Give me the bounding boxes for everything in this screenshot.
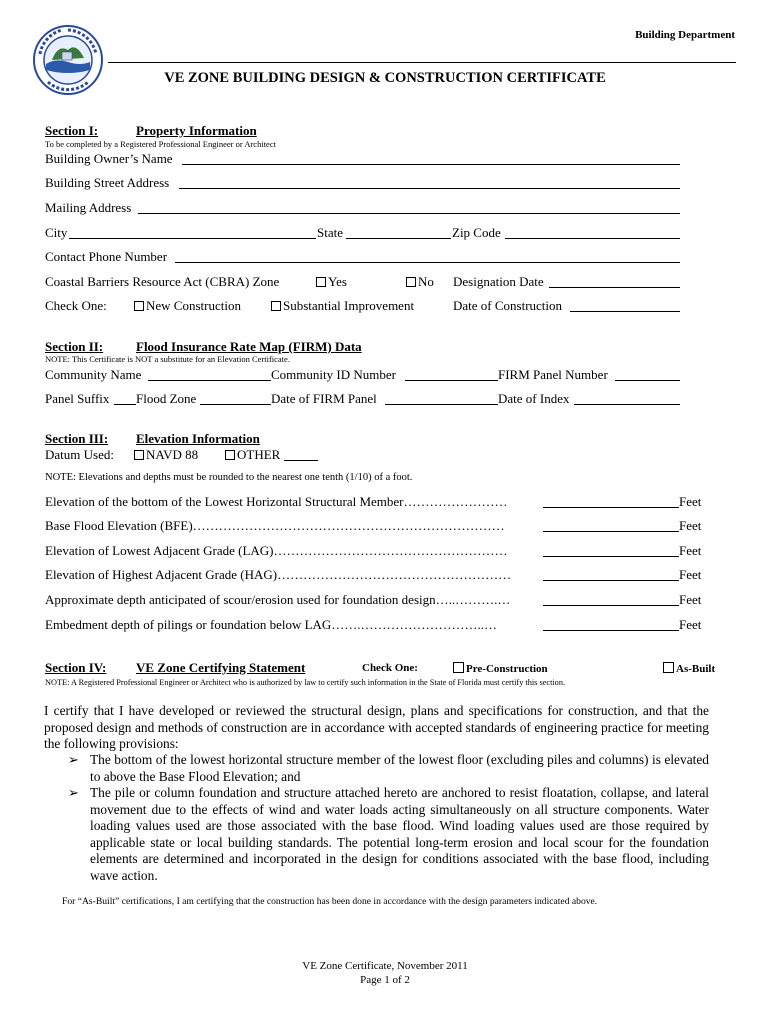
cbra-label: Coastal Barriers Resource Act (CBRA) Zone	[45, 274, 280, 289]
checkbox-icon	[663, 662, 674, 673]
section-2-note: NOTE: This Certificate is NOT a substitute for an Elevation Certificate.	[45, 354, 290, 364]
datum-used-label: Datum Used:	[45, 447, 114, 462]
feet-unit: Feet	[679, 518, 702, 533]
hag-label: Elevation of Highest Adjacent Grade (HAG)………………………………………………	[45, 567, 512, 582]
scour-depth-field[interactable]	[543, 605, 679, 606]
bfe-field[interactable]	[543, 531, 679, 532]
section-1-note: To be completed by a Registered Professional Engineer or Architect	[45, 139, 276, 149]
checkbox-icon	[134, 301, 144, 311]
contact-phone-field[interactable]	[175, 262, 680, 263]
department-label: Building Department	[635, 29, 735, 41]
section-4-label: Section IV:	[45, 660, 107, 675]
bfe-label: Base Flood Elevation (BFE)………………………………………………………………	[45, 518, 505, 533]
cbra-no-checkbox[interactable]: No	[406, 274, 434, 290]
panel-suffix-label: Panel Suffix	[45, 391, 110, 406]
community-id-label: Community ID Number	[271, 367, 396, 382]
section-2-label: Section II:	[45, 339, 104, 354]
hag-field[interactable]	[543, 580, 679, 581]
flood-zone-label: Flood Zone	[136, 391, 197, 406]
lag-field[interactable]	[543, 556, 679, 557]
feet-unit: Feet	[679, 617, 702, 632]
street-address-field[interactable]	[179, 188, 680, 189]
flood-zone-field[interactable]	[200, 404, 271, 405]
street-address-label: Building Street Address	[45, 175, 170, 190]
checkbox-icon	[316, 277, 326, 287]
checkbox-icon	[271, 301, 281, 311]
other-datum-field[interactable]	[284, 460, 318, 461]
lag-label: Elevation of Lowest Adjacent Grade (LAG)………………………………………………	[45, 543, 508, 558]
checkbox-icon	[134, 450, 144, 460]
section-4-title: VE Zone Certifying Statement	[136, 660, 306, 675]
date-index-field[interactable]	[574, 404, 680, 405]
designation-date-field[interactable]	[549, 287, 680, 288]
navd88-checkbox[interactable]: NAVD 88	[134, 447, 198, 463]
mailing-address-field[interactable]	[138, 213, 680, 214]
other-datum-checkbox[interactable]: OTHER	[225, 447, 280, 463]
section-3-title: Elevation Information	[136, 431, 260, 446]
owner-name-label: Building Owner’s Name	[45, 151, 173, 166]
designation-date-label: Designation Date	[453, 274, 544, 289]
city-label: City	[45, 225, 68, 240]
date-of-construction-field[interactable]	[570, 311, 680, 312]
city-field[interactable]	[69, 238, 316, 239]
footer-page-number: Page 1 of 2	[360, 974, 410, 986]
lowest-member-label: Elevation of the bottom of the Lowest Horizontal Structural Member……………………	[45, 494, 508, 509]
feet-unit: Feet	[679, 592, 702, 607]
date-index-label: Date of Index	[498, 391, 570, 406]
substantial-improvement-checkbox[interactable]: Substantial Improvement	[271, 298, 414, 314]
section-2-title: Flood Insurance Rate Map (FIRM) Data	[136, 339, 362, 354]
owner-name-field[interactable]	[182, 164, 680, 165]
certification-paragraph: I certify that I have developed or reviewed the structural design, plans and specifications for construction, and that the proposed design and methods of construction are in accordance with accepted standards of engineering practice for meeting the following provisions:	[44, 703, 709, 751]
footer-version: VE Zone Certificate, November 2011	[302, 960, 468, 972]
state-field[interactable]	[346, 238, 451, 239]
arrow-bullet-icon: ➢	[68, 752, 79, 767]
cbra-yes-checkbox[interactable]: Yes	[316, 274, 347, 290]
section-4-check-one-label: Check One:	[362, 662, 418, 674]
zip-field[interactable]	[505, 238, 680, 239]
feet-unit: Feet	[679, 543, 702, 558]
section-4-note: NOTE: A Registered Professional Engineer or Architect who is authorized by law to certify such information in the State of Florida must certify this section.	[45, 678, 566, 687]
page-title: VE ZONE BUILDING DESIGN & CONSTRUCTION CERTIFICATE	[164, 70, 606, 86]
section-1-label: Section I:	[45, 123, 99, 138]
new-construction-checkbox[interactable]: New Construction	[134, 298, 241, 314]
feet-unit: Feet	[679, 494, 702, 509]
date-of-construction-label: Date of Construction	[453, 298, 563, 313]
provision-1: The bottom of the lowest horizontal structure member of the lowest floor (excluding piles and columns) is elevated to above the Base Flood Elevation; and	[90, 752, 709, 784]
checkbox-icon	[406, 277, 416, 287]
section-1-title: Property Information	[136, 123, 257, 138]
date-firm-label: Date of FIRM Panel	[271, 391, 377, 406]
as-built-note: For “As-Built” certifications, I am certifying that the construction has been done in accordance with the design parameters indicated above.	[62, 896, 598, 907]
section-3-note: NOTE: Elevations and depths must be rounded to the nearest one tenth (1/10) of a foot.	[45, 472, 413, 483]
checkbox-icon	[225, 450, 235, 460]
as-built-checkbox[interactable]: As-Built	[663, 662, 715, 675]
feet-unit: Feet	[679, 567, 702, 582]
zip-label: Zip Code	[452, 225, 501, 240]
community-name-label: Community Name	[45, 367, 142, 382]
state-label: State	[317, 225, 343, 240]
lowest-member-field[interactable]	[543, 507, 679, 508]
section-3-label: Section III:	[45, 431, 109, 446]
mailing-address-label: Mailing Address	[45, 200, 132, 215]
embedment-depth-field[interactable]	[543, 630, 679, 631]
scour-depth-label: Approximate depth anticipated of scour/erosion used for foundation design…..……….…	[45, 592, 511, 607]
firm-panel-field[interactable]	[615, 380, 680, 381]
contact-phone-label: Contact Phone Number	[45, 249, 168, 264]
community-id-field[interactable]	[405, 380, 498, 381]
community-name-field[interactable]	[148, 380, 271, 381]
embedment-depth-label: Embedment depth of pilings or foundation below LAG…….………………………..…	[45, 617, 498, 632]
firm-panel-label: FIRM Panel Number	[498, 367, 608, 382]
check-one-label: Check One:	[45, 298, 107, 313]
header-rule	[108, 62, 736, 63]
date-firm-field[interactable]	[385, 404, 498, 405]
pre-construction-checkbox[interactable]: Pre-Construction	[453, 662, 548, 675]
provision-2: The pile or column foundation and structure attached hereto are anchored to resist floatation, collapse, and lateral movement due to the effects of wind and water loads acting simultaneously on all structure components. Water loading values used are those associated with the base flood. Wind loading values used are those required by applicable state or local building standards. The potential long-term erosion and local scour for the foundation elements are determined and incorporated in the design for conditions associated with the base flood, including wave action.	[90, 785, 709, 883]
panel-suffix-field[interactable]	[114, 404, 136, 405]
arrow-bullet-icon: ➢	[68, 785, 79, 800]
checkbox-icon	[453, 662, 464, 673]
